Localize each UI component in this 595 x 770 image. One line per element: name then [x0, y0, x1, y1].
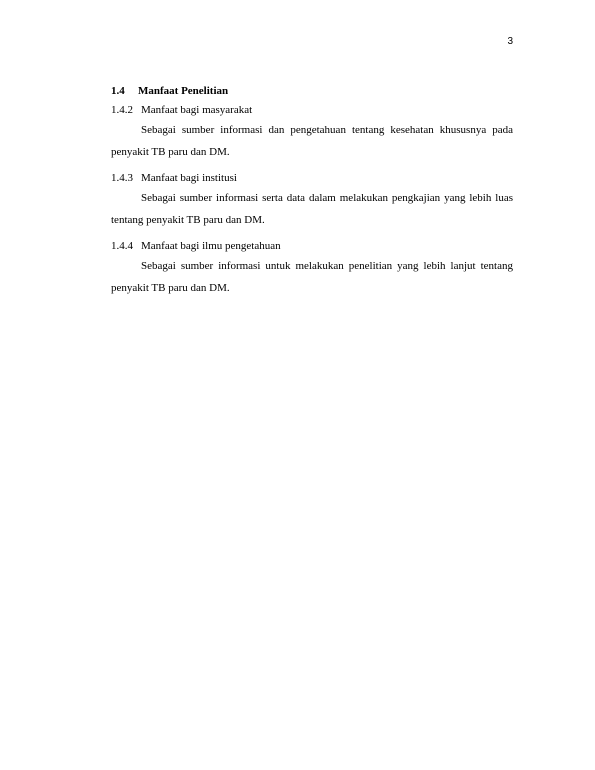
- page-number: 3: [507, 36, 513, 47]
- section-heading: [111, 84, 513, 98]
- subsection-paragraph: Sebagai sumber informasi dan pengetahuan tentang kesehatan khususnya pada penyakit TB paru dan DM.: [111, 124, 513, 158]
- subsection-community-benefit: [111, 103, 513, 163]
- subsection-number: 1.4.2: [111, 104, 133, 116]
- section-title: Manfaat Penelitian: [138, 85, 229, 97]
- page-content: [111, 84, 513, 307]
- section-number: 1.4: [111, 85, 125, 97]
- subsection-science-benefit: [111, 239, 513, 299]
- subsection-heading: [111, 103, 513, 117]
- subsection-title: Manfaat bagi masyarakat: [141, 104, 253, 116]
- subsection-heading: [111, 239, 513, 253]
- subsection-institution-benefit: [111, 171, 513, 231]
- subsection-heading: [111, 171, 513, 185]
- subsection-title: Manfaat bagi ilmu pengetahuan: [141, 240, 281, 252]
- subsection-paragraph: Sebagai sumber informasi serta data dalam melakukan pengkajian yang lebih luas tentang penyakit TB paru dan DM.: [111, 192, 513, 226]
- subsection-paragraph: Sebagai sumber informasi untuk melakukan penelitian yang lebih lanjut tentang penyakit TB paru dan DM.: [111, 260, 513, 294]
- subsection-number: 1.4.3: [111, 172, 133, 184]
- subsection-number: 1.4.4: [111, 240, 133, 252]
- subsection-title: Manfaat bagi institusi: [141, 172, 237, 184]
